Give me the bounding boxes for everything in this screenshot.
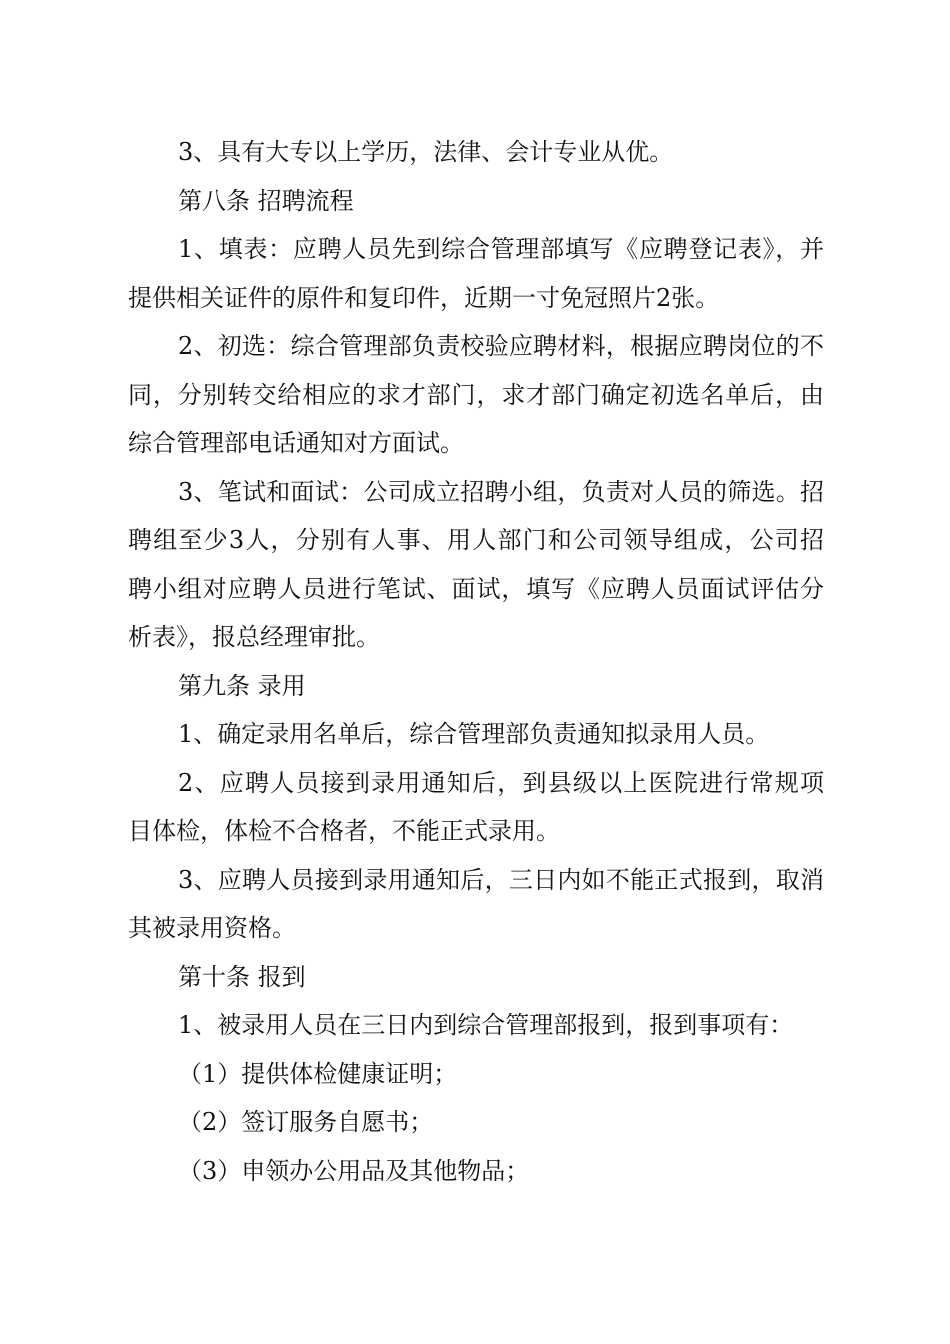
paragraph-line: 同，分别转交给相应的求才部门，求才部门确定初选名单后，由 <box>128 380 824 409</box>
paragraph-line: 其被录用资格。 <box>128 914 296 942</box>
list-item: （2）签订服务自愿书； <box>178 1108 434 1136</box>
paragraph-line: 2、应聘人员接到录用通知后，到县级以上医院进行常规项 <box>178 768 824 797</box>
list-item: （3）申领办公用品及其他物品； <box>178 1156 530 1185</box>
paragraph-line: 3、笔试和面试：公司成立招聘小组，负责对人员的筛选。招 <box>178 477 824 506</box>
paragraph-line: 目体检，体检不合格者，不能正式录用。 <box>128 817 560 845</box>
paragraph-line: 3、具有大专以上学历，法律、会计专业从优。 <box>178 138 674 166</box>
paragraph-line: 提供相关证件的原件和复印件，近期一寸免冠照片2张。 <box>128 283 720 312</box>
paragraph-line: 聘小组对应聘人员进行笔试、面试，填写《应聘人员面试评估分 <box>128 574 824 603</box>
section-heading: 第八条 招聘流程 <box>178 186 354 215</box>
paragraph-line: 析表》，报总经理审批。 <box>128 623 380 651</box>
paragraph-line: 1、确定录用名单后，综合管理部负责通知拟录用人员。 <box>178 720 770 748</box>
paragraph-line: 1、被录用人员在三日内到综合管理部报到，报到事项有： <box>178 1011 794 1039</box>
paragraph-line: 综合管理部电话通知对方面试。 <box>128 429 464 457</box>
paragraph-line: 3、应聘人员接到录用通知后，三日内如不能正式报到，取消 <box>178 865 824 894</box>
list-item: （1）提供体检健康证明； <box>178 1059 458 1088</box>
section-heading: 第十条 报到 <box>178 962 306 991</box>
paragraph-line: 聘组至少3人，分别有人事、用人部门和公司领导组成，公司招 <box>128 526 824 554</box>
section-heading: 第九条 录用 <box>178 671 306 700</box>
document-body <box>128 128 824 1195</box>
paragraph-line: 1、填表：应聘人员先到综合管理部填写《应聘登记表》，并 <box>178 235 824 263</box>
paragraph-line: 2、初选：综合管理部负责校验应聘材料，根据应聘岗位的不 <box>178 332 824 360</box>
